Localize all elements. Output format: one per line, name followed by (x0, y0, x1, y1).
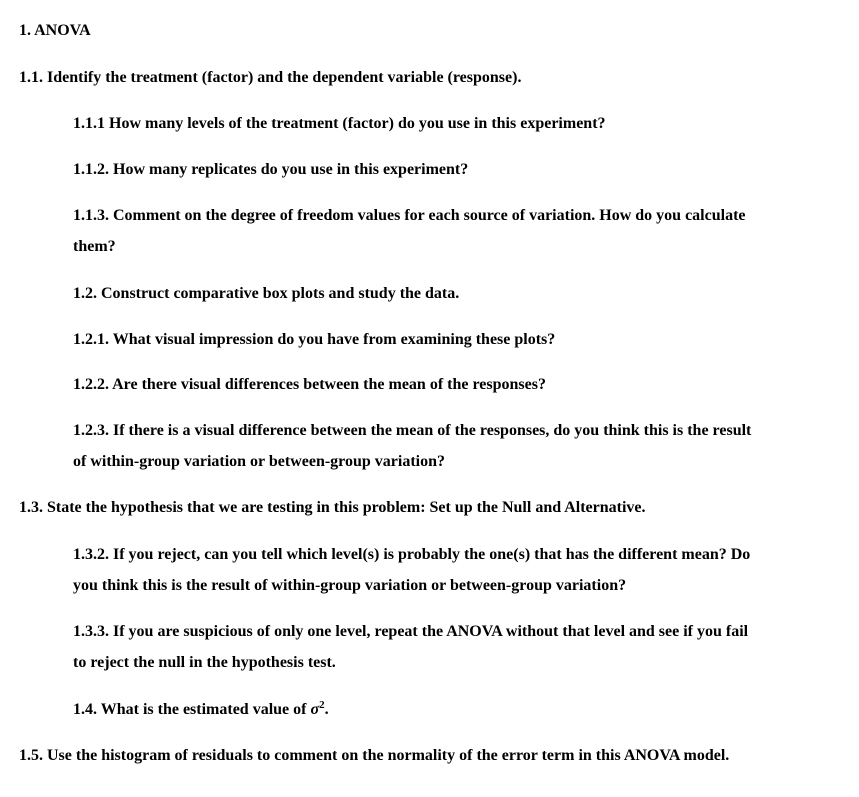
question-1-2-2: 1.2.2. Are there visual differences between the mean of the responses? (73, 376, 546, 393)
question-1-2: 1.2. Construct comparative box plots and study the data. (73, 285, 460, 302)
sigma-symbol: σ (310, 701, 320, 718)
question-1-1-2: 1.1.2. How many replicates do you use in this experiment? (73, 161, 469, 178)
question-1-4 (73, 700, 329, 720)
question-1-5: 1.5. Use the histogram of residuals to comment on the normality of the error term in this ANOVA model. (19, 747, 730, 764)
question-1-3-2-line-1: 1.3.2. If you reject, can you tell which level(s) is probably the one(s) that has the different mean? Do (73, 546, 751, 563)
question-1-1: 1.1. Identify the treatment (factor) and the dependent variable (response). (19, 69, 522, 86)
question-1-3-2-line-2: you think this is the result of within-group variation or between-group variation? (73, 577, 627, 594)
question-1-1-1: 1.1.1 How many levels of the treatment (factor) do you use in this experiment? (73, 115, 606, 132)
question-1-4-period: . (324, 701, 329, 718)
sigma-exponent: 2 (319, 699, 325, 711)
question-1-1-3-line-1: 1.1.3. Comment on the degree of freedom values for each source of variation. How do you calculate (73, 207, 746, 224)
question-1-3-3-line-2: to reject the null in the hypothesis test. (73, 654, 336, 671)
question-1-2-3-line-1: 1.2.3. If there is a visual difference between the mean of the responses, do you think this is the result (73, 422, 752, 439)
question-1-2-3-line-2: of within-group variation or between-group variation? (73, 453, 446, 470)
section-heading: 1. ANOVA (19, 22, 91, 39)
question-1-3: 1.3. State the hypothesis that we are testing in this problem: Set up the Null and Alternative. (19, 499, 646, 516)
question-1-4-text: 1.4. What is the estimated value of (73, 701, 311, 718)
question-1-3-3-line-1: 1.3.3. If you are suspicious of only one level, repeat the ANOVA without that level and see if you fail (73, 623, 749, 640)
question-1-1-3-line-2: them? (73, 238, 116, 255)
question-1-2-1: 1.2.1. What visual impression do you have from examining these plots? (73, 331, 556, 348)
